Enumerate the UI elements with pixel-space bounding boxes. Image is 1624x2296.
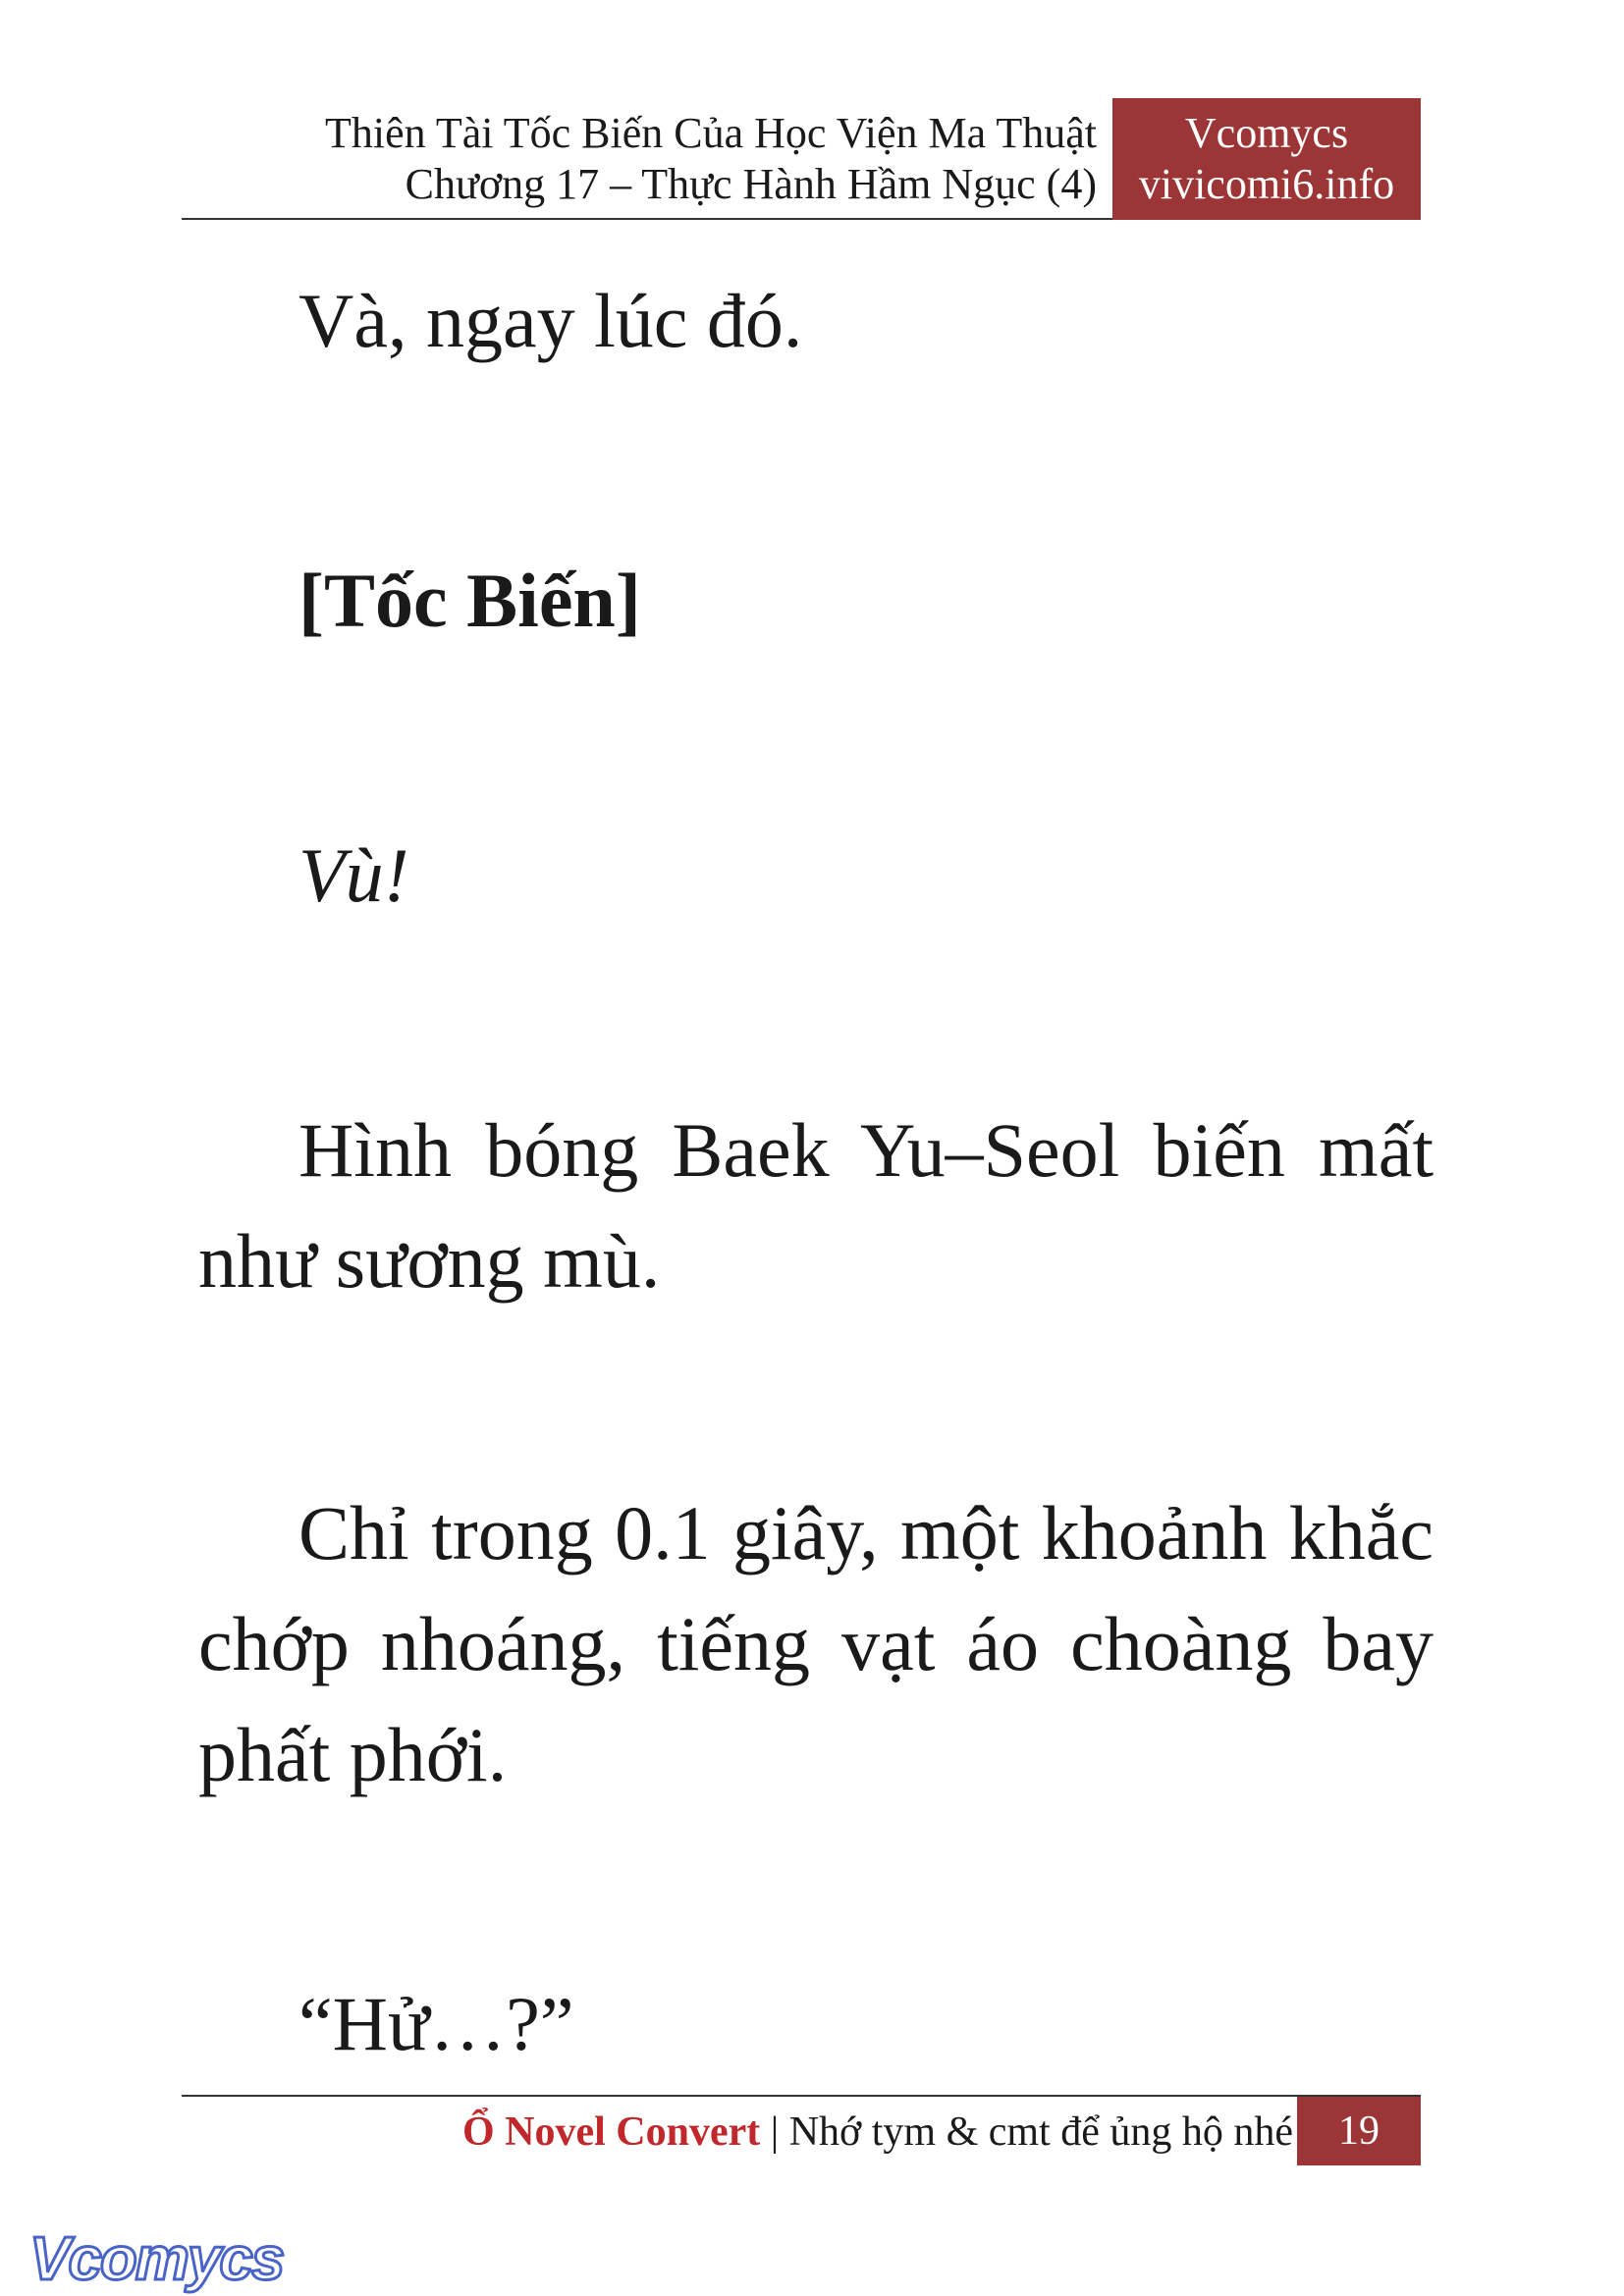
footer-separator: | (770, 2109, 780, 2155)
chapter-title: Chương 17 – Thực Hành Hầm Ngục (4) (405, 160, 1097, 208)
header-titles (213, 108, 1097, 210)
paragraph-2-text: [Tốc Biến] (298, 558, 641, 643)
footer-credits (311, 2103, 1293, 2162)
paragraph-3-text: Vù! (298, 832, 409, 918)
header-divider (182, 218, 1112, 220)
paragraph-5-text: Chỉ trong 0.1 giây, một khoảnh khắc chớp nhoáng, tiếng vạt áo choàng bay phất phới. (198, 1490, 1434, 1797)
site-name: Vcomycs (1184, 109, 1349, 157)
footer-brand: Ổ Novel Convert (461, 2109, 761, 2155)
paragraph-2 (198, 545, 1434, 656)
page-footer (182, 2095, 1421, 2165)
footer-message: Nhớ tym & cmt để ủng hộ nhé (788, 2109, 1293, 2155)
paragraph-1 (198, 265, 1434, 376)
site-url: vivicomi6.info (1138, 160, 1395, 208)
paragraph-1-text: Và, ngay lúc đó. (298, 278, 803, 363)
footer-divider (182, 2095, 1421, 2097)
site-badge (1112, 98, 1421, 220)
paragraph-4 (198, 1095, 1434, 1316)
page-number: 19 (1297, 2097, 1421, 2165)
watermark-logo: Vcomycs (29, 2225, 284, 2293)
paragraph-4-text: Hình bóng Baek Yu–Seol biến mất như sương mù. (198, 1107, 1434, 1304)
page-header (182, 98, 1421, 220)
book-title: Thiên Tài Tốc Biến Của Học Viện Ma Thuật (325, 109, 1097, 157)
paragraph-3 (198, 820, 1434, 931)
paragraph-6 (198, 1968, 1434, 2079)
paragraph-5 (198, 1477, 1434, 1810)
paragraph-6-text: “Hử…?” (298, 1981, 574, 2066)
